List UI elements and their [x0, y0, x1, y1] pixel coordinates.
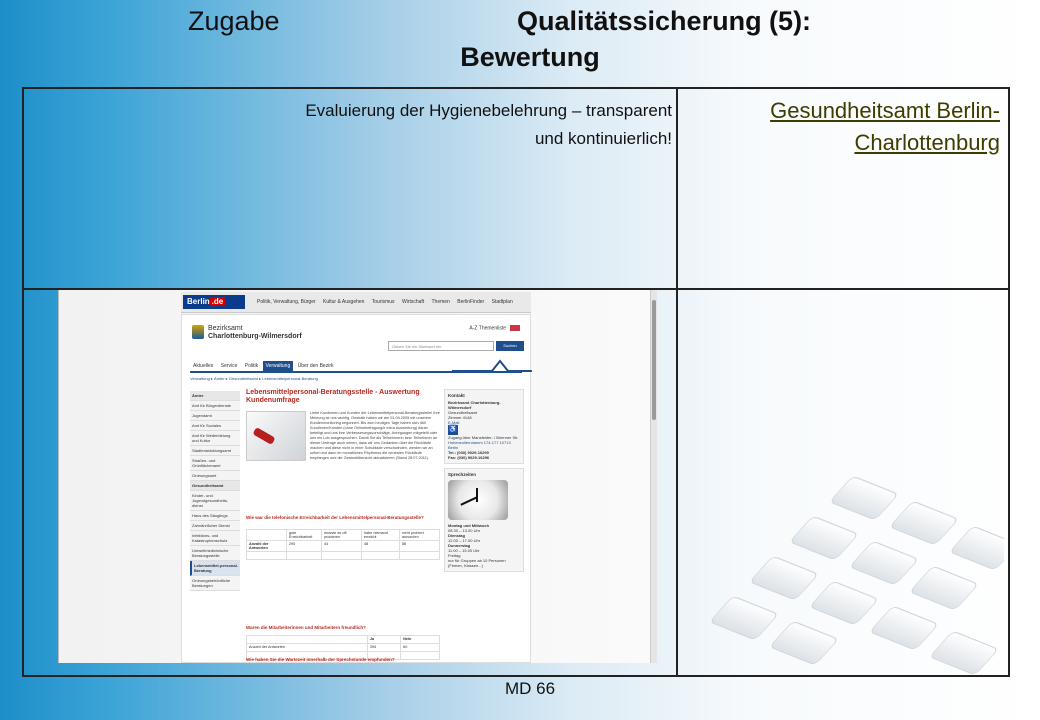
sidebar-item[interactable]: Infektions- und Katastrophenschutz: [190, 531, 240, 546]
site-page: Bezirksamt Charlottenburg-Wilmersdorf A-Z Themenliste Geben Sie ein Stichwort ein Suchen Aktuelles Service Politik Verwaltung Über den Bezirk Verwaltung ▸ Ämter ▸ Gesundheitsamt ▸ Lebensmittelpersonal-Beratung Ämter Amt für Bürgerdienste Jugendamt Amt für Soziales Amt für Weiterbildung und Kultur Stadtentwicklungsamt Straßen- und Grünflächenamt Ordnungsamt Gesundheitsamt Kinder- und Jugendgesundheits-dienst Haus des Säuglings Zahnärztlicher Dienst Infektions- und Katastrophenschutz Umweltmedizinische Beratungsstelle Lebensmittel-personal-Beratung Ordnungsbehördliche Beratungen Lebensmittelpersonal-Beratungsstelle - Auswertung Kundenumfrage Liebe Kundinnen und Kunden der Lebensmittelpersonal-Beratungsstelle! Ihre Meinung ist uns wichtig. Deshalb haben wir am 01.04.2005 mit unserem Kundenmonitoring begonnen. Bis zum heutigen Tage haben sich 460 Kundinnen/Kunden (ohne Onlinebefragung/e extra Auswertung) daran beteiligt und uns ihre Verbesserungsvorschläge, Anregungen mitgeteilt oder uns ein Lob ausgesprochen. Damit Sie als Teilnehmerin bzw. Teilnehmer an dieser Umfrage auch sehen, dass wir uns Gedanken über die Rückläufe machen und diese nicht in einer Schublade verschwinden, werden wir an sofort und dann im monatlichen Rhythmus die neuesten Rückläufe empfangen und die Gesamtübersicht aktualisieren (Stand 28.07.2011). Wie war die telefonische Erreichbarkeit der Lebensmittelpersonal-Beratungsstelle? gute Erreichbarkeit musste es oft probieren habe niemand erreicht nicht probiert anzurufen Anzahl der Antworten 290 44 48 58 Waren die Mitarbeiterinnen und Mitarbeitern freundlich? Ja Nein Anzahl der Antworten 394 60 Wie haben Sie die Wartezeit innerhalb der Sprechstunde empfunden? Kontakt Bezirksamt Charlottenburg-Wilmersdorf Gesundheitsamt Zimmer 4148 E-Mail ♿ Zugang über Mansfelder- / Brienner Str. Hohenzollerndamm 174-177 10713 Berlin Tel.: (030) 9029-16299 Fax: (030) 9029-16296 Sprechzeiten Montag und Mittwoch 08.30 – 13.00 Uhr Dienstag 12.00 – 17.00 Uhr Donnerstag 11.00 – 15.00 Uhr Freitag nur für Gruppen ab 10 Personen (Firmen, Klassen...): [181, 314, 531, 663]
sidebar-item[interactable]: Ordnungsamt: [190, 471, 240, 481]
topnav-item[interactable]: Politik, Verwaltung, Bürger: [257, 299, 316, 305]
topnav-item[interactable]: Kultur & Ausgehen: [323, 299, 365, 305]
topnav-item[interactable]: Themen: [431, 299, 450, 305]
sidebar-item[interactable]: Zahnärztlicher Dienst: [190, 521, 240, 531]
slide-footer: MD 66: [504, 679, 556, 698]
sidebar-item[interactable]: Ordnungsbehördliche Beratungen: [190, 576, 240, 591]
website-screenshot: [58, 290, 657, 663]
sidebar-item[interactable]: Stadtentwicklungsamt: [190, 446, 240, 456]
slide-title: [0, 0, 1040, 86]
site-search-input[interactable]: Geben Sie ein Stichwort ein: [388, 341, 494, 351]
scroll-thumb[interactable]: [652, 300, 656, 420]
berlin-logo[interactable]: Berlin .de: [183, 295, 245, 309]
question-2-table: Ja Nein Anzahl der Antworten 394 60: [246, 635, 440, 660]
district-crest-icon: [192, 325, 204, 339]
title-line-bewertung: Bewertung: [460, 42, 600, 72]
sidebar-item[interactable]: Amt für Weiterbildung und Kultur: [190, 431, 240, 446]
title-word-zugabe: Zugabe: [188, 6, 280, 36]
topnav-item[interactable]: Wirtschaft: [401, 299, 425, 305]
topnav-item[interactable]: BerlinFinder: [457, 299, 485, 305]
content-paragraph: Liebe Kundinnen und Kunden der Lebensmittelpersonal-Beratungsstelle! Ihre Meinung ist uns wichtig. Deshalb haben wir am 01.04.2005 mit unserem Kundenmonitoring begonnen. Bis zum heutigen Tage haben sich 460 Kundinnen/Kunden (ohne Onlinebefragung/e extra Auswertung) daran beteiligt und uns ihre Verbesserungsvorschläge, Anregungen mitgeteilt oder uns ein Lob ausgesprochen. Damit Sie als Teilnehmerin bzw. Teilnehmer an dieser Umfrage auch sehen, dass wir uns Gedanken über die Rückläufe machen und diese nicht in einer Schublade verschwinden, werden wir an sofort und dann im monatlichen Rhythmus die neuesten Rückläufe empfangen und die Gesamtübersicht aktualisieren (Stand 28.07.2011).: [310, 411, 440, 460]
sidebar-item[interactable]: Straßen- und Grünflächenamt: [190, 456, 240, 471]
evaluation-text: Evaluierung der Hygienebelehrung – transparent und kontinuierlich!: [305, 101, 672, 148]
sidebar-item[interactable]: Amt für Bürgerdienste: [190, 401, 240, 411]
question-1-table: gute Erreichbarkeit musste es oft probieren habe niemand erreicht nicht probiert anzurufen Anzahl der Antworten 290 44 48 58: [246, 529, 440, 560]
menu-item-active[interactable]: Verwaltung: [263, 361, 294, 371]
az-link[interactable]: A-Z Themenliste: [469, 325, 520, 331]
sidebar-heading: Ämter: [190, 391, 240, 401]
hours-box: Sprechzeiten Montag und Mittwoch 08.30 – 13.00 Uhr Dienstag 12.00 – 17.00 Uhr Donnerstag 11.00 – 15.00 Uhr Freitag nur für Gruppen ab 10 Personen (Firmen, Klassen...): [444, 468, 524, 572]
sidebar-item[interactable]: Kinder- und Jugendgesundheits-dienst: [190, 491, 240, 511]
topnav-item[interactable]: Stadtplan: [491, 299, 513, 305]
address-link[interactable]: Hohenzollerndamm 174-177 10713 Berlin: [448, 440, 511, 450]
survey-photo: [246, 411, 306, 461]
site-menu: [190, 361, 337, 371]
content-heading: Lebensmittelpersonal-Beratungsstelle - Auswertung Kundenumfrage: [246, 389, 420, 404]
keyboard-decoration: [684, 294, 1004, 674]
site-topnav: [181, 292, 531, 313]
menu-item[interactable]: Über den Bezirk: [297, 363, 334, 369]
gesundheitsamt-link[interactable]: Gesundheitsamt Berlin-Charlottenburg: [770, 98, 1000, 155]
sidebar-item[interactable]: Jugendamt: [190, 411, 240, 421]
clock-icon: [448, 480, 508, 520]
column-divider: [676, 89, 678, 675]
question-3: Wie haben Sie die Wartezeit innerhalb der Sprechstunde empfunden?: [246, 657, 395, 662]
question-2: Waren die Mitarbeiterinnen und Mitarbeitern freundlich?: [246, 625, 366, 630]
title-word-qualitaet: Qualitätssicherung (5):: [517, 6, 812, 36]
site-sidebar: [190, 391, 240, 591]
breadcrumb[interactable]: Verwaltung ▸ Ämter ▸ Gesundheitsamt ▸ Lebensmittelpersonal-Beratung: [190, 376, 318, 381]
menu-item[interactable]: Service: [220, 363, 238, 369]
language-flag-icon[interactable]: [510, 325, 520, 331]
topnav-item[interactable]: Tourismus: [371, 299, 395, 305]
menu-underline: [190, 371, 522, 373]
menu-item[interactable]: Politik: [244, 363, 259, 369]
site-search-button[interactable]: Suchen: [496, 341, 524, 351]
menu-item[interactable]: Aktuelles: [193, 363, 214, 369]
sidebar-item[interactable]: Haus des Säuglings: [190, 511, 240, 521]
sidebar-item-active[interactable]: Lebensmittel-personal-Beratung: [190, 561, 240, 576]
sidebar-item[interactable]: Gesundheitsamt: [190, 481, 240, 491]
site-right-column: [444, 389, 524, 576]
gesundheitsamt-link-cell: [684, 95, 1000, 159]
site-content: [246, 389, 440, 662]
wheelchair-icon: ♿: [448, 426, 458, 433]
scrollbar[interactable]: [650, 290, 657, 663]
question-1: Wie war die telefonische Erreichbarkeit der Lebensmittelpersonal-Beratungsstelle?: [246, 515, 424, 520]
contact-email-link[interactable]: E-Mail: [448, 420, 460, 425]
sidebar-item[interactable]: Umweltmedizinische Beratungsstelle: [190, 546, 240, 561]
sidebar-item[interactable]: Amt für Soziales: [190, 421, 240, 431]
contact-box: Kontakt Bezirksamt Charlottenburg-Wilmersdorf Gesundheitsamt Zimmer 4148 E-Mail ♿ Zugang über Mansfelder- / Brienner Str. Hohenzollerndamm 174-177 10713 Berlin Tel.: (030) 9029-16299 Fax: (030) 9029-16296: [444, 389, 524, 464]
